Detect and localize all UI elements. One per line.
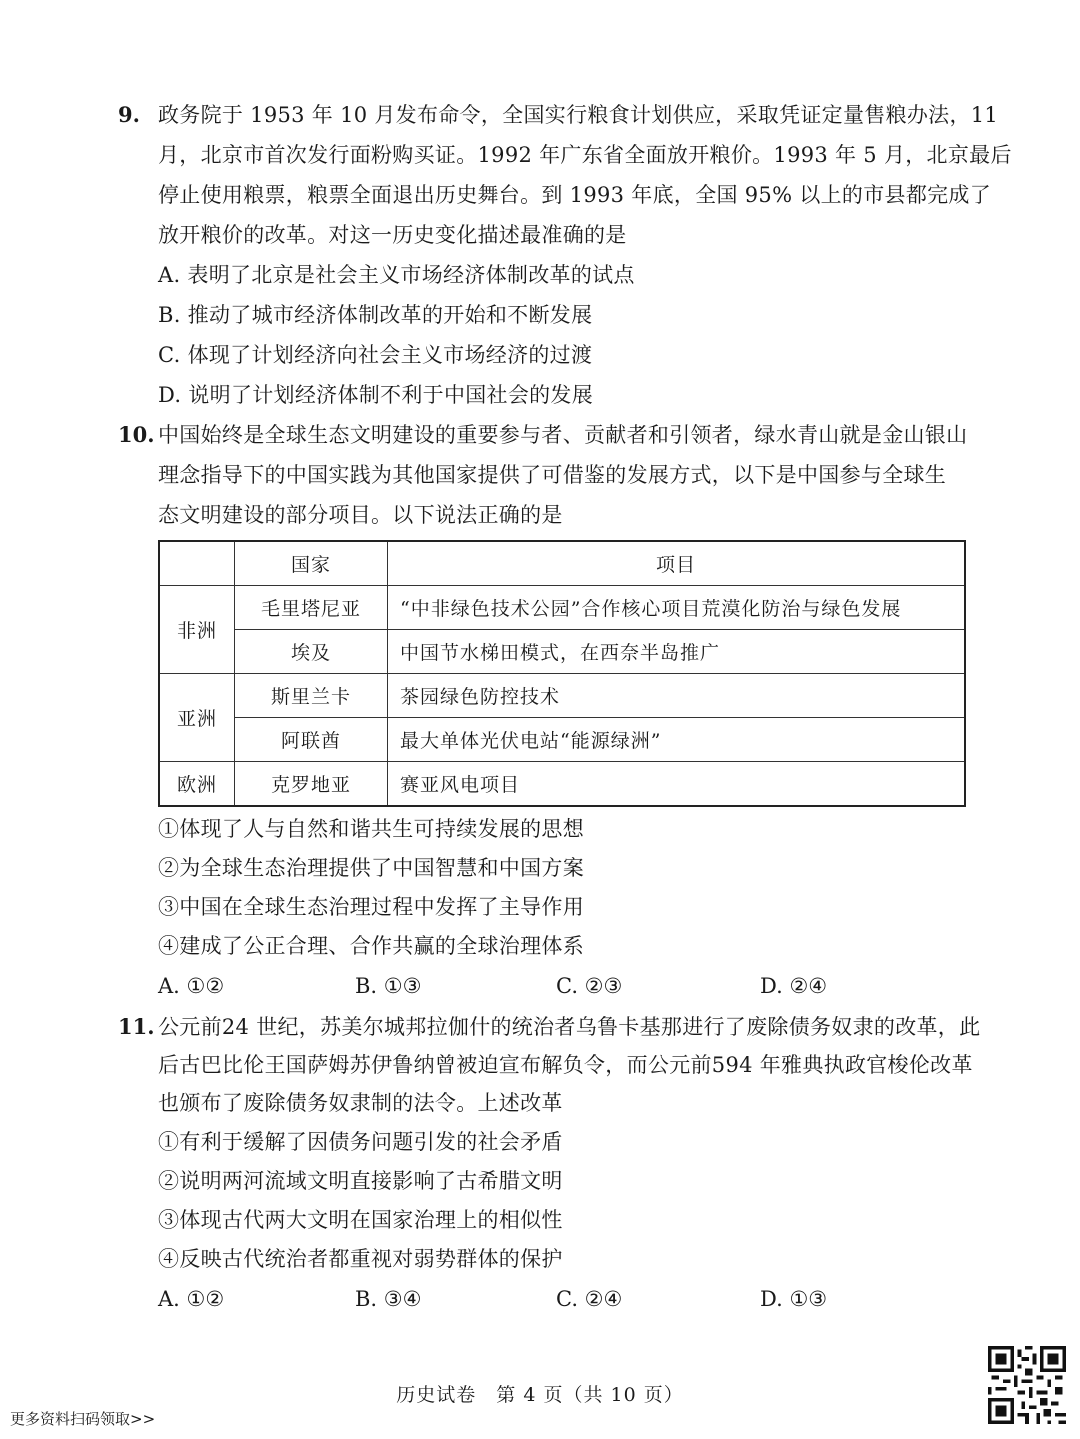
question-11-choice-d: D. ①③	[760, 1287, 828, 1311]
table-row	[159, 718, 965, 762]
table-header-project: 项目	[388, 541, 966, 586]
table-cell-country: 毛里塔尼亚	[235, 586, 388, 630]
table-cell-country: 克罗地亚	[235, 762, 388, 807]
table-row	[159, 762, 965, 807]
question-10-statement-1: ①体现了人与自然和谐共生可持续发展的思想	[158, 817, 584, 841]
question-11-statement-4: ④反映古代统治者都重视对弱势群体的保护	[158, 1247, 563, 1271]
question-10-line-3: 态文明建设的部分项目。以下说法正确的是	[158, 503, 563, 527]
question-10-choice-d: D. ②④	[760, 974, 828, 998]
table-header-country: 国家	[235, 541, 388, 586]
question-9-option-d: D. 说明了计划经济体制不利于中国社会的发展	[158, 383, 594, 407]
region-europe: 欧洲	[159, 762, 235, 807]
table-header-row	[159, 541, 965, 586]
question-9-line-1: 政务院于 1953 年 10 月发布命令，全国实行粮食计划供应，采取凭证定量售粮办法，11	[158, 103, 999, 127]
table-cell-project: 茶园绿色防控技术	[388, 674, 966, 718]
question-9-option-c: C. 体现了计划经济向社会主义市场经济的过渡	[158, 343, 593, 367]
question-10-choice-c: C. ②③	[556, 974, 623, 998]
question-11-choice-c: C. ②④	[556, 1287, 623, 1311]
question-9-option-b: B. 推动了城市经济体制改革的开始和不断发展	[158, 303, 593, 327]
table-cell-project: 最大单体光伏电站“能源绿洲”	[388, 718, 966, 762]
region-africa: 非洲	[159, 586, 235, 674]
question-11-line-1: 公元前24 世纪，苏美尔城邦拉伽什的统治者乌鲁卡基那进行了废除债务奴隶的改革，此	[158, 1015, 981, 1039]
table-row	[159, 630, 965, 674]
question-10-choice-a: A. ①②	[158, 974, 225, 998]
project-table	[158, 540, 966, 807]
question-11-statement-3: ③体现古代两大文明在国家治理上的相似性	[158, 1208, 563, 1232]
question-10-line-2: 理念指导下的中国实践为其他国家提供了可借鉴的发展方式，以下是中国参与全球生	[158, 463, 947, 487]
question-11-statement-1: ①有利于缓解了因债务问题引发的社会矛盾	[158, 1130, 563, 1154]
question-9-line-3: 停止使用粮票，粮票全面退出历史舞台。到 1993 年底，全国 95% 以上的市县都完成了	[158, 183, 992, 207]
qr-code-icon[interactable]	[988, 1346, 1066, 1424]
table-cell-project: 赛亚风电项目	[388, 762, 966, 807]
more-info-link[interactable]: 更多资料扫码领取>>	[10, 1410, 156, 1428]
question-10-number: 10.	[118, 422, 155, 447]
table-cell-country: 阿联酋	[235, 718, 388, 762]
table-cell-project: “中非绿色技术公园”合作核心项目荒漠化防治与绿色发展	[388, 586, 966, 630]
question-10-choice-b: B. ①③	[355, 974, 422, 998]
page-footer: 历史试卷 第 4 页（共 10 页）	[396, 1384, 684, 1406]
table-row	[159, 586, 965, 630]
question-9-option-a: A. 表明了北京是社会主义市场经济体制改革的试点	[158, 263, 635, 287]
table-cell-country: 埃及	[235, 630, 388, 674]
question-11-choice-b: B. ③④	[355, 1287, 422, 1311]
question-11-choice-a: A. ①②	[158, 1287, 225, 1311]
question-11-line-3: 也颁布了废除债务奴隶制的法令。上述改革	[158, 1091, 563, 1115]
table-cell-country: 斯里兰卡	[235, 674, 388, 718]
question-11-number: 11.	[118, 1014, 155, 1039]
table-row	[159, 674, 965, 718]
table-cell-project: 中国节水梯田模式，在西奈半岛推广	[388, 630, 966, 674]
question-11-statement-2: ②说明两河流域文明直接影响了古希腊文明	[158, 1169, 563, 1193]
table-header-blank	[159, 541, 235, 586]
question-9-line-2: 月，北京市首次发行面粉购买证。1992 年广东省全面放开粮价。1993 年 5 月，北京最后	[158, 143, 1012, 167]
question-10-statement-4: ④建成了公正合理、合作共赢的全球治理体系	[158, 934, 584, 958]
question-9-number: 9.	[118, 102, 140, 127]
question-10-line-1: 中国始终是全球生态文明建设的重要参与者、贡献者和引领者，绿水青山就是金山银山	[158, 423, 968, 447]
region-asia: 亚洲	[159, 674, 235, 762]
question-11-line-2: 后古巴比伦王国萨姆苏伊鲁纳曾被迫宣布解负令，而公元前594 年雅典执政官梭伦改革	[158, 1053, 973, 1077]
question-9-line-4: 放开粮价的改革。对这一历史变化描述最准确的是	[158, 223, 627, 247]
question-10-statement-2: ②为全球生态治理提供了中国智慧和中国方案	[158, 856, 584, 880]
question-10-statement-3: ③中国在全球生态治理过程中发挥了主导作用	[158, 895, 584, 919]
